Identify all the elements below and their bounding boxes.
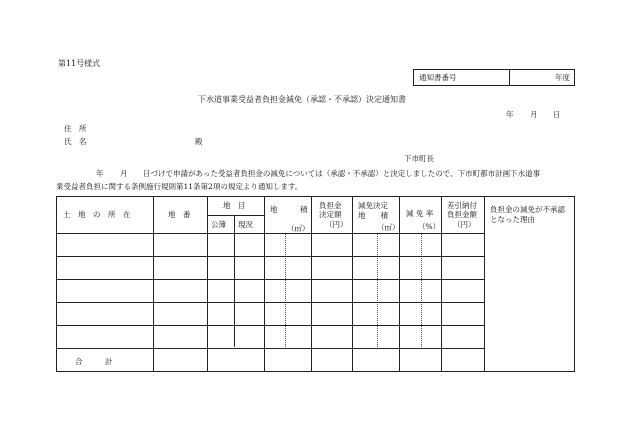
header-area-unit: （㎡）: [287, 224, 310, 233]
header-exemption-rate: 減 免 率: [406, 209, 434, 218]
notice-year-suffix: 年度: [555, 73, 570, 82]
total-label: 合 計: [75, 357, 113, 366]
document-title: 下水道事業受益者負担金減免（承認・不承認）決定通知書: [198, 95, 406, 104]
notice-number-box: [413, 69, 575, 86]
header-net-amount-2: 負担金額: [447, 210, 477, 219]
header-exemption-rate-unit: （%）: [418, 222, 441, 231]
header-decided-amount-1: 負担金: [319, 201, 342, 210]
header-reason-2: となった理由: [490, 215, 535, 224]
header-exempt-area-unit: （㎡）: [377, 223, 400, 232]
body-line1: 日づけで申請があった受益者負担金の減免については（承認・不承認）と決定しましたので、下市町都市計画下水道事: [143, 169, 541, 178]
header-lot-number: 地 番: [168, 210, 191, 219]
form-number: 第11号様式: [58, 59, 101, 68]
header-land-category: 地 目: [223, 201, 246, 210]
header-decided-amount-2: 決定額: [319, 210, 342, 219]
address-label: 住 所: [64, 124, 87, 133]
date-day: 日: [553, 110, 561, 119]
header-reason-1: 負担金の減免が不承認: [490, 205, 565, 214]
header-net-amount-3: （円）: [453, 220, 476, 229]
honorific: 殿: [195, 137, 203, 146]
header-exempt-area-1: 減免決定: [358, 201, 388, 210]
header-exempt-area-2: 地 積: [358, 211, 388, 220]
date-month: 月: [530, 110, 538, 119]
header-category-actual: 現況: [238, 220, 253, 229]
name-label: 氏 名: [64, 137, 87, 146]
exemption-table: [56, 196, 575, 372]
body-year: 年: [96, 169, 104, 178]
body-line2: 業受益者負担に関する条例施行規則第11条第2項の規定より通知します。: [56, 182, 303, 191]
notice-number-label: 通知書番号: [419, 73, 457, 82]
header-area: 地 積: [270, 205, 308, 214]
issuer: 下市町長: [404, 154, 434, 163]
header-location: 土 地 の 所 在: [63, 210, 131, 219]
header-decided-amount-3: （円）: [325, 220, 348, 229]
date-year: 年: [506, 110, 514, 119]
body-month: 月: [120, 169, 128, 178]
header-category-public: 公簿: [211, 220, 226, 229]
header-net-amount-1: 差引納付: [447, 201, 477, 210]
